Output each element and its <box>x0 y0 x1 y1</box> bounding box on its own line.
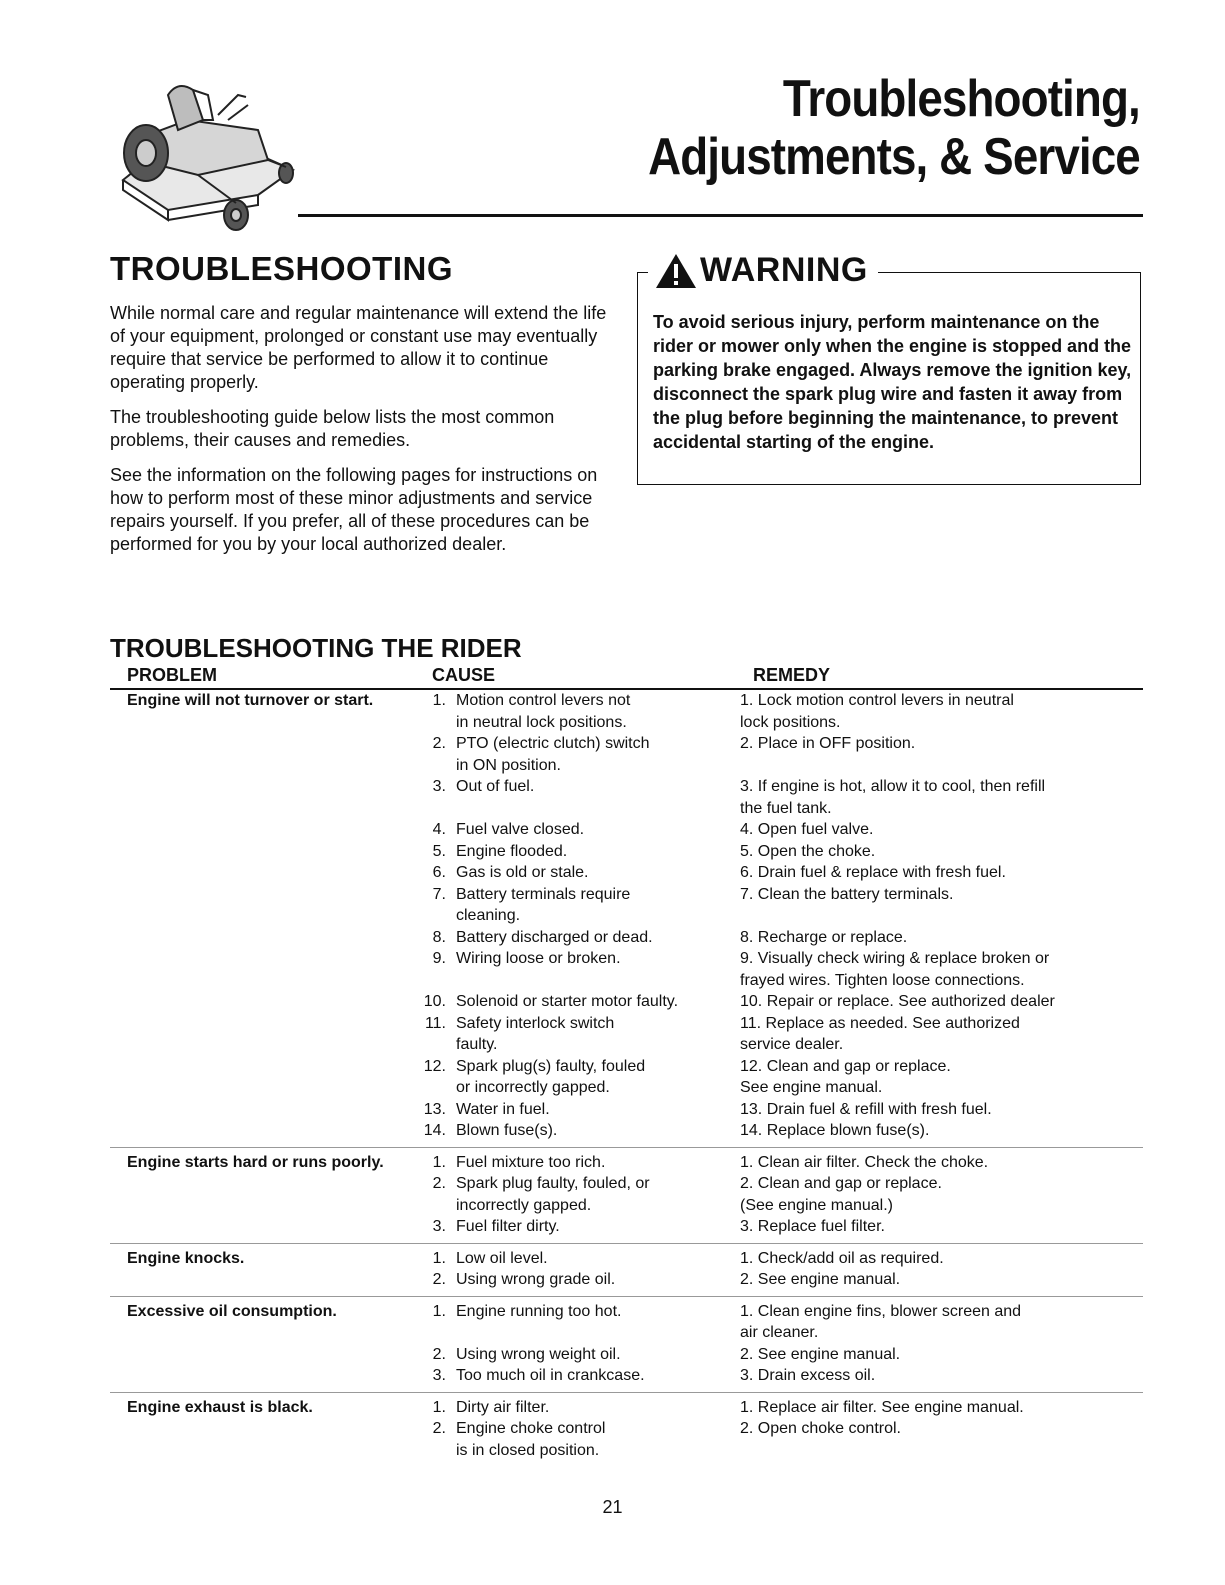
problem-group <box>110 690 1143 1148</box>
column-header-problem: PROBLEM <box>127 665 217 685</box>
cause-number: 3. <box>432 1367 446 1384</box>
remedy-text: 3. Replace fuel filter. <box>740 1218 885 1235</box>
table-row <box>110 1099 1143 1121</box>
cause-text: Engine flooded. <box>456 842 568 860</box>
cause-text: Water in fuel. <box>456 1100 550 1118</box>
cause-number: 3. <box>432 778 446 795</box>
remedy-text: 14. Replace blown fuse(s). <box>740 1122 930 1139</box>
remedy-text: 12. Clean and gap or replace. See engine manual. <box>740 1057 951 1096</box>
remedy-text: 8. Recharge or replace. <box>740 928 908 946</box>
column-header-remedy: REMEDY <box>753 665 831 685</box>
cause-text: Gas is old or stale. <box>456 864 589 881</box>
cause-text: Spark plug(s) faulty, fouled or incorrectly gapped. <box>456 1057 646 1096</box>
cause-number: 13. <box>423 1100 446 1118</box>
remedy-text: 13. Drain fuel & refill with fresh fuel. <box>740 1100 992 1118</box>
table-row <box>110 1365 1143 1387</box>
remedy-text: 7. Clean the battery terminals. <box>740 885 954 903</box>
warning-box <box>637 251 1141 485</box>
remedy-text: 11. Replace as needed. See authorized service dealer. <box>740 1014 1020 1053</box>
remedy-text: 1. Replace air filter. See engine manual. <box>740 1398 1024 1416</box>
mower-illustration <box>108 75 308 245</box>
page-number: 21 <box>602 1497 623 1517</box>
header-rule <box>298 214 1143 217</box>
remedy-text: 1. Clean engine fins, blower screen and air cleaner. <box>740 1302 1022 1341</box>
cause-number: 7. <box>432 885 446 903</box>
troubleshooting-heading: TROUBLESHOOTING <box>110 250 453 287</box>
rider-table-heading: TROUBLESHOOTING THE RIDER <box>110 633 522 663</box>
remedy-text: 1. Check/add oil as required. <box>740 1249 944 1267</box>
remedy-text: 9. Visually check wiring & replace broken or frayed wires. Tighten loose connections. <box>740 950 1050 989</box>
problem-label: Engine will not turnover or start. <box>127 692 374 709</box>
problem-group <box>110 1301 1143 1393</box>
cause-text: Using wrong weight oil. <box>456 1345 621 1363</box>
cause-number: 6. <box>432 864 446 881</box>
intro-paragraph: The troubleshooting guide below lists the most common problems, their causes and remedies. <box>110 407 555 450</box>
cause-number: 4. <box>432 821 446 838</box>
cause-text: Low oil level. <box>456 1249 548 1267</box>
warning-text: To avoid serious injury, perform maintenance on the rider or mower only when the engine is stopped and the parking brake engaged. Always remove the ignition key, disconnect the spark plug wire and fasten it away from the plug before beginning the maintenance, to prevent accidental starting of the engine. <box>653 312 1132 452</box>
cause-text: Spark plug faulty, fouled, or incorrectly gapped. <box>456 1175 650 1214</box>
table-row <box>110 841 1143 863</box>
remedy-text: 1. Lock motion control levers in neutral lock positions. <box>740 692 1014 731</box>
table-row <box>110 1013 1143 1056</box>
warning-triangle-icon <box>654 252 698 290</box>
remedy-text: 5. Open the choke. <box>740 842 876 860</box>
remedy-text: 4. Open fuel valve. <box>740 821 874 838</box>
table-row <box>110 1056 1143 1099</box>
problem-label: Engine knocks. <box>127 1249 245 1267</box>
table-row <box>110 862 1143 884</box>
cause-number: 1. <box>432 1398 446 1416</box>
cause-number: 12. <box>423 1057 446 1075</box>
cause-text: Fuel mixture too rich. <box>456 1153 606 1171</box>
cause-number: 5. <box>432 842 446 860</box>
cause-text: Battery terminals require cleaning. <box>456 885 631 924</box>
cause-text: Fuel valve closed. <box>456 821 585 838</box>
table-row <box>110 1248 1143 1270</box>
problem-label: Excessive oil consumption. <box>127 1302 337 1320</box>
table-row <box>110 1216 1143 1238</box>
table-row <box>110 1344 1143 1366</box>
cause-number: 1. <box>432 692 446 709</box>
troubleshooting-table <box>110 690 1143 1470</box>
cause-number: 2. <box>432 735 446 752</box>
table-row <box>110 776 1143 819</box>
intro-paragraph: See the information on the following pages for instructions on how to perform most of these minor adjustments and service repairs yourself. If you prefer, all of these procedures can be performed for you by your local authorized dealer. <box>110 465 598 554</box>
cause-number: 9. <box>432 950 446 967</box>
cause-number: 10. <box>423 993 446 1010</box>
troubleshooting-intro <box>110 302 615 568</box>
problem-label: Engine starts hard or runs poorly. <box>127 1153 384 1171</box>
cause-number: 1. <box>432 1302 446 1320</box>
cause-number: 1. <box>432 1153 446 1171</box>
remedy-text: 10. Repair or replace. See authorized dealer <box>740 993 1055 1010</box>
problem-group <box>110 1248 1143 1297</box>
cause-text: Engine running too hot. <box>456 1302 622 1320</box>
remedy-text: 1. Clean air filter. Check the choke. <box>740 1153 989 1171</box>
table-row <box>110 1120 1143 1142</box>
remedy-text: 2. See engine manual. <box>740 1345 901 1363</box>
cause-text: Using wrong grade oil. <box>456 1271 616 1288</box>
cause-text: Motion control levers not in neutral lock positions. <box>456 692 631 731</box>
cause-text: Fuel filter dirty. <box>456 1218 560 1235</box>
cause-number: 11. <box>424 1014 446 1032</box>
column-header-cause: CAUSE <box>432 665 496 685</box>
remedy-text: 2. Clean and gap or replace. (See engine manual.) <box>740 1175 942 1214</box>
remedy-text: 2. Place in OFF position. <box>740 735 916 752</box>
warning-header <box>648 251 878 290</box>
remedy-text: 2. Open choke control. <box>740 1420 901 1437</box>
cause-text: PTO (electric clutch) switch in ON position. <box>456 735 650 774</box>
cause-number: 2. <box>432 1420 446 1437</box>
cause-number: 14. <box>423 1122 446 1139</box>
cause-text: Safety interlock switch faulty. <box>456 1014 615 1053</box>
table-row <box>110 948 1143 991</box>
table-row <box>110 733 1143 776</box>
cause-number: 8. <box>432 928 446 946</box>
table-row <box>110 991 1143 1013</box>
remedy-text: 3. If engine is hot, allow it to cool, then refill the fuel tank. <box>740 778 1046 817</box>
table-row <box>110 1269 1143 1291</box>
cause-text: Out of fuel. <box>456 778 535 795</box>
table-row <box>110 927 1143 949</box>
table-row <box>110 884 1143 927</box>
chapter-title-line1: Troubleshooting, <box>782 70 1140 128</box>
chapter-title <box>648 70 1140 186</box>
cause-number: 1. <box>432 1249 446 1267</box>
chapter-title-line2: Adjustments, & Service <box>648 128 1140 186</box>
cause-text: Wiring loose or broken. <box>456 950 621 967</box>
cause-text: Too much oil in crankcase. <box>456 1367 645 1384</box>
remedy-text: 2. See engine manual. <box>740 1271 901 1288</box>
remedy-text: 3. Drain excess oil. <box>740 1367 876 1384</box>
cause-text: Dirty air filter. <box>456 1398 550 1416</box>
cause-number: 2. <box>432 1345 446 1363</box>
remedy-text: 6. Drain fuel & replace with fresh fuel. <box>740 864 1006 881</box>
cause-text: Blown fuse(s). <box>456 1122 558 1139</box>
problem-group <box>110 1397 1143 1467</box>
problem-group <box>110 1152 1143 1244</box>
cause-number: 2. <box>432 1271 446 1288</box>
cause-text: Battery discharged or dead. <box>456 928 653 946</box>
intro-paragraph: While normal care and regular maintenance will extend the life of your equipment, prolonged or constant use may eventually require that service be performed to allow it to continue operating properly. <box>110 303 607 392</box>
warning-label: WARNING <box>700 251 868 289</box>
cause-number: 2. <box>432 1175 446 1192</box>
problem-label: Engine exhaust is black. <box>127 1398 313 1416</box>
table-row <box>110 1173 1143 1216</box>
table-row <box>110 1418 1143 1461</box>
cause-text: Engine choke control is in closed position. <box>456 1420 606 1459</box>
table-row <box>110 819 1143 841</box>
cause-text: Solenoid or starter motor faulty. <box>456 993 679 1010</box>
cause-number: 3. <box>432 1218 446 1235</box>
